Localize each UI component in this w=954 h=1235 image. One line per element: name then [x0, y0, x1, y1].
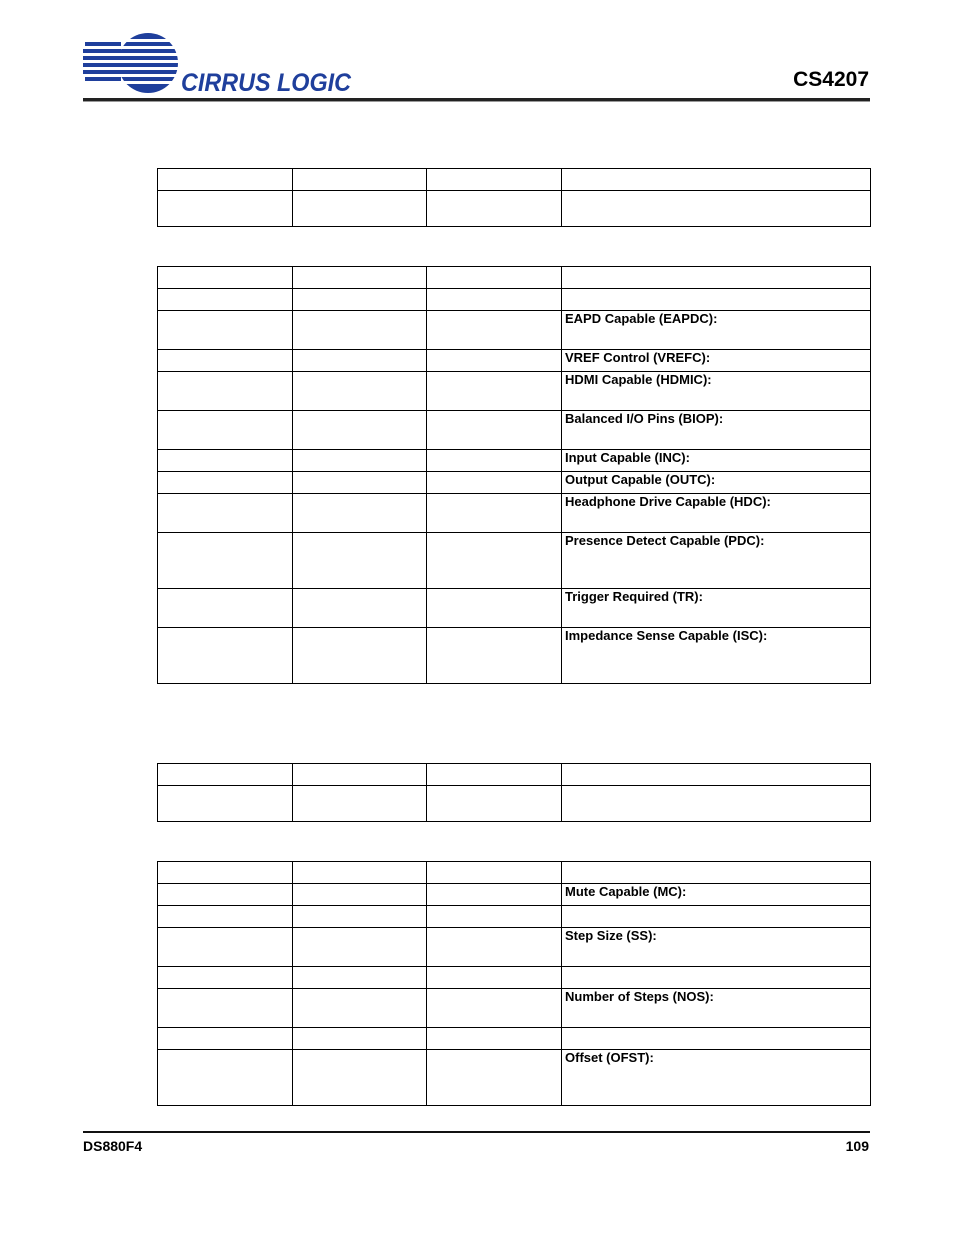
table-cell	[293, 311, 427, 350]
table-cell	[293, 169, 427, 191]
table-cell	[293, 350, 427, 372]
table-row	[158, 786, 871, 822]
table-cell	[427, 191, 562, 227]
table-row	[158, 967, 871, 989]
register-table-1	[157, 168, 871, 227]
field-description-cell: Mute Capable (MC):	[562, 884, 871, 906]
table-cell	[427, 494, 562, 533]
table-cell	[293, 906, 427, 928]
table-row	[158, 311, 871, 350]
field-description-cell: Offset (OFST):	[562, 1050, 871, 1106]
table-cell	[293, 411, 427, 450]
table-cell	[293, 764, 427, 786]
table-cell	[427, 989, 562, 1028]
logo-wordmark: CIRRUS LOGIC	[181, 69, 352, 95]
table-cell	[293, 628, 427, 684]
table-cell	[158, 884, 293, 906]
table-row	[158, 267, 871, 289]
table-cell	[158, 786, 293, 822]
table-cell	[158, 906, 293, 928]
register-table-3	[157, 763, 871, 822]
field-description-cell	[562, 862, 871, 884]
table-cell	[158, 350, 293, 372]
field-description-cell: Impedance Sense Capable (ISC):	[562, 628, 871, 684]
table-cell	[427, 289, 562, 311]
table-cell	[158, 628, 293, 684]
table-cell	[427, 884, 562, 906]
field-description-cell: Input Capable (INC):	[562, 450, 871, 472]
field-description-cell: Trigger Required (TR):	[562, 589, 871, 628]
table-cell	[427, 862, 562, 884]
table-cell	[427, 786, 562, 822]
table-cell	[427, 906, 562, 928]
table-row	[158, 472, 871, 494]
table-cell	[427, 533, 562, 589]
table-cell	[427, 372, 562, 411]
table-cell	[293, 1028, 427, 1050]
table-cell	[158, 967, 293, 989]
table-row	[158, 884, 871, 906]
table-cell	[158, 1028, 293, 1050]
table-cell	[158, 862, 293, 884]
field-description-cell: Headphone Drive Capable (HDC):	[562, 494, 871, 533]
table-cell	[427, 628, 562, 684]
table-row	[158, 589, 871, 628]
table-cell	[293, 989, 427, 1028]
table-cell	[427, 472, 562, 494]
table-cell	[427, 311, 562, 350]
field-description-cell	[562, 764, 871, 786]
table-cell	[158, 169, 293, 191]
table-cell	[293, 967, 427, 989]
table-row	[158, 450, 871, 472]
table-row	[158, 906, 871, 928]
document-id: DS880F4	[83, 1138, 143, 1154]
table-cell	[158, 450, 293, 472]
table-cell	[427, 928, 562, 967]
table-row	[158, 169, 871, 191]
table-cell	[158, 989, 293, 1028]
footer-rule	[83, 1131, 870, 1133]
table-cell	[427, 589, 562, 628]
table-row	[158, 928, 871, 967]
table-cell	[427, 450, 562, 472]
field-description-cell: HDMI Capable (HDMIC):	[562, 372, 871, 411]
table-row	[158, 628, 871, 684]
table-row	[158, 862, 871, 884]
table-cell	[158, 472, 293, 494]
table-cell	[293, 928, 427, 967]
table-cell	[158, 267, 293, 289]
field-description-cell	[562, 1028, 871, 1050]
table-row	[158, 411, 871, 450]
table-cell	[158, 191, 293, 227]
field-description-cell: Output Capable (OUTC):	[562, 472, 871, 494]
field-description-cell	[562, 267, 871, 289]
page-number: 109	[845, 1138, 869, 1154]
table-cell	[158, 372, 293, 411]
table-cell	[293, 862, 427, 884]
field-description-cell	[562, 967, 871, 989]
table-cell	[158, 311, 293, 350]
table-cell	[293, 1050, 427, 1106]
table-cell	[158, 928, 293, 967]
field-description-cell: EAPD Capable (EAPDC):	[562, 311, 871, 350]
table-cell	[158, 764, 293, 786]
table-cell	[427, 1050, 562, 1106]
table-row	[158, 1028, 871, 1050]
header-rule	[83, 98, 870, 102]
table-cell	[293, 494, 427, 533]
field-description-cell: Balanced I/O Pins (BIOP):	[562, 411, 871, 450]
field-description-cell	[562, 169, 871, 191]
table-cell	[158, 533, 293, 589]
table-cell	[158, 589, 293, 628]
table-row	[158, 533, 871, 589]
table-cell	[293, 786, 427, 822]
field-description-cell	[562, 906, 871, 928]
field-description-cell: Presence Detect Capable (PDC):	[562, 533, 871, 589]
table-cell	[427, 267, 562, 289]
field-description-cell: Number of Steps (NOS):	[562, 989, 871, 1028]
table-cell	[427, 764, 562, 786]
table-cell	[293, 589, 427, 628]
table-row	[158, 289, 871, 311]
table-cell	[293, 533, 427, 589]
table-cell	[427, 411, 562, 450]
field-description-cell	[562, 191, 871, 227]
table-row	[158, 494, 871, 533]
cirrus-logic-logo	[83, 33, 358, 95]
table-cell	[293, 450, 427, 472]
table-row	[158, 989, 871, 1028]
table-row	[158, 764, 871, 786]
table-cell	[427, 350, 562, 372]
chip-title: CS4207	[793, 68, 869, 91]
field-description-cell: Step Size (SS):	[562, 928, 871, 967]
table-row	[158, 191, 871, 227]
table-cell	[293, 191, 427, 227]
table-cell	[293, 289, 427, 311]
table-cell	[158, 1050, 293, 1106]
table-cell	[293, 472, 427, 494]
table-row	[158, 1050, 871, 1106]
table-cell	[293, 267, 427, 289]
field-description-cell	[562, 786, 871, 822]
field-description-cell: VREF Control (VREFC):	[562, 350, 871, 372]
register-table-2	[157, 266, 871, 684]
table-cell	[427, 967, 562, 989]
table-cell	[293, 884, 427, 906]
table-row	[158, 350, 871, 372]
table-cell	[427, 1028, 562, 1050]
table-row	[158, 372, 871, 411]
table-cell	[158, 289, 293, 311]
table-cell	[158, 411, 293, 450]
table-cell	[158, 494, 293, 533]
register-table-4	[157, 861, 871, 1106]
table-cell	[293, 372, 427, 411]
field-description-cell	[562, 289, 871, 311]
table-cell	[427, 169, 562, 191]
